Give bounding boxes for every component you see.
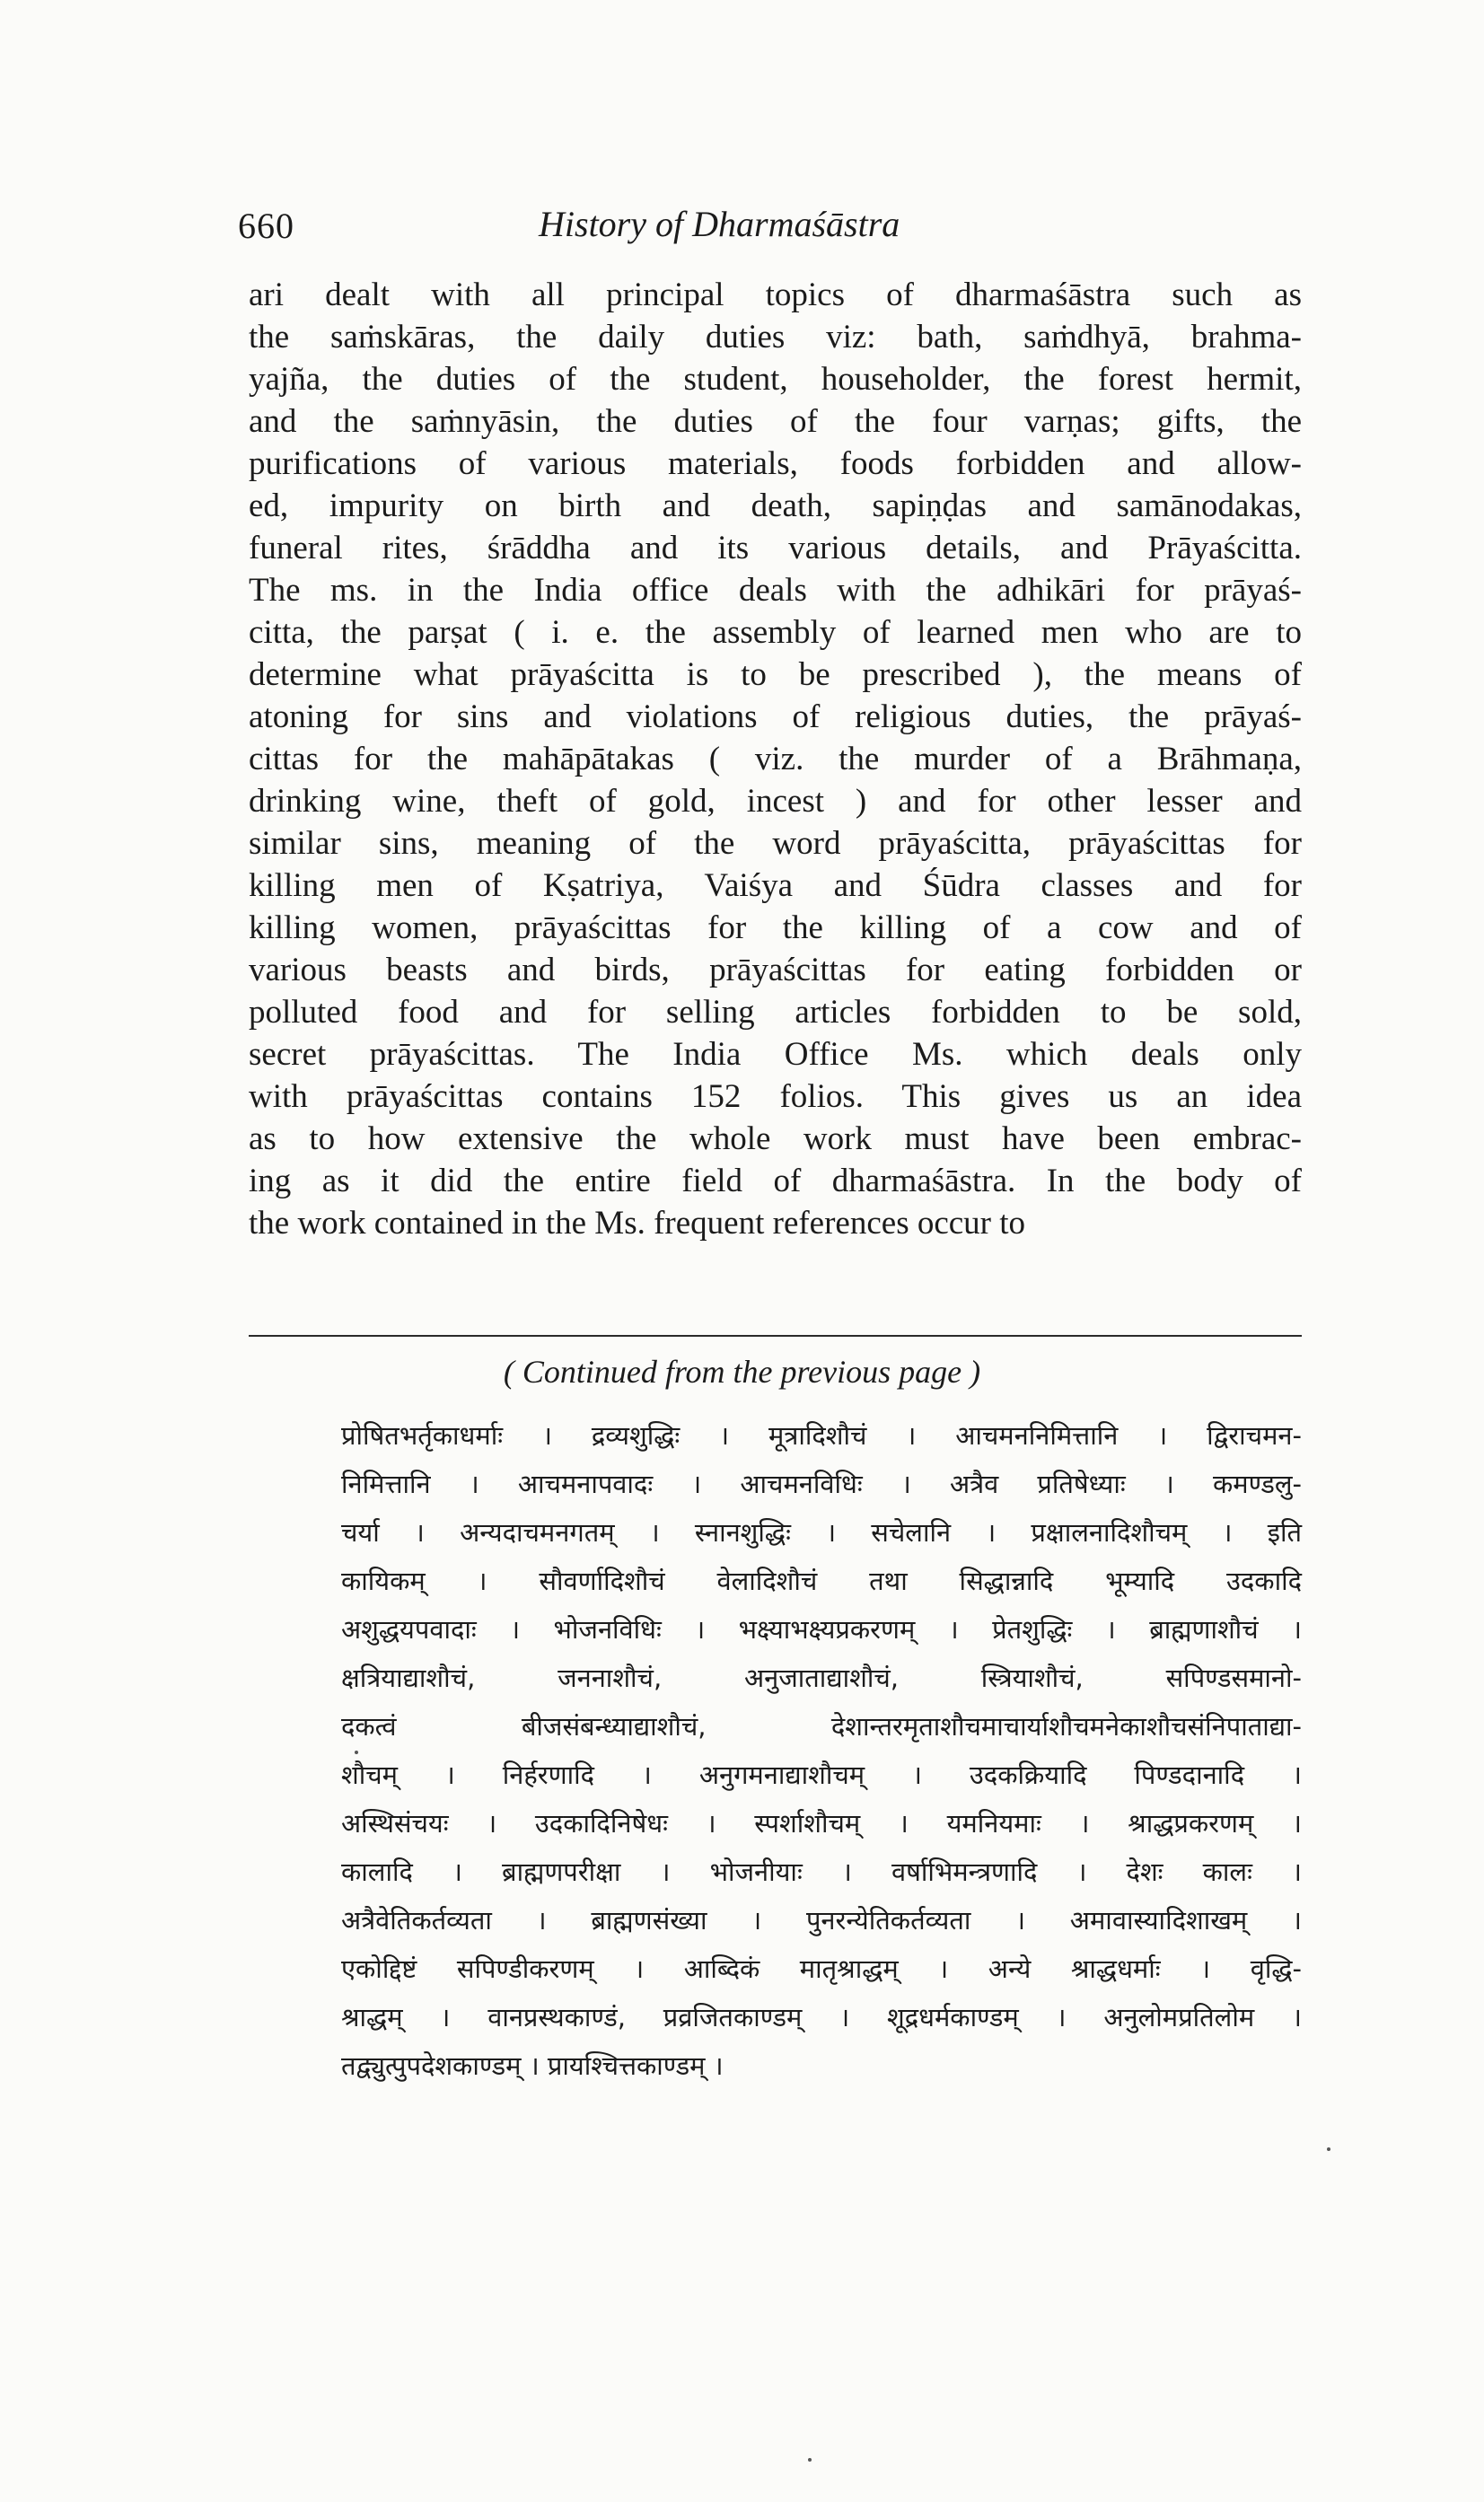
scan-speck [1327, 2147, 1330, 2151]
page-number: 660 [238, 206, 294, 246]
text-line: atoning for sins and violations of religious duties, the prāyaś- [249, 698, 1302, 735]
text-line: determine what prāyaścitta is to be prescribed ), the means of [249, 656, 1302, 693]
footnote-line: चर्या । अन्यदाचमनगतम् । स्नानशुद्धिः । सचेलानि । प्रक्षालनादिशौचम् । इति [341, 1517, 1302, 1548]
text-line: the saṁskāras, the daily duties viz: bath, saṁdhyā, brahma- [249, 319, 1302, 356]
text-line: killing men of Kṣatriya, Vaiśya and Śūdra classes and for [249, 867, 1302, 904]
footnote-sanskrit-text [341, 1411, 1302, 2090]
text-line: and the saṁnyāsin, the duties of the four varṇas; gifts, the [249, 403, 1302, 440]
footnote-heading: ( Continued from the previous page ) [503, 1354, 981, 1390]
footnote-line: अत्रैवेतिकर्तव्यता । ब्राह्मणसंख्या । पुनरन्येतिकर्तव्यता । अमावास्यादिशाखम् । [341, 1905, 1302, 1936]
text-line: ing as it did the entire field of dharmaśāstra. In the body of [249, 1163, 1302, 1199]
footnote-line: क्षत्रियाद्याशौचं, जननाशौचं, अनुजाताद्याशौचं, स्त्रियाशौचं, सपिण्डसमानो- [341, 1663, 1302, 1693]
text-line: citta, the parṣat ( i. e. the assembly of learned men who are to [249, 614, 1302, 651]
footnote-line: प्रोषितभर्तृकाधर्माः । द्रव्यशुद्धिः । मूत्रादिशौचं । आचमननिमित्तानि । द्विराचमन- [341, 1420, 1302, 1451]
text-line: similar sins, meaning of the word prāyaścitta, prāyaścittas for [249, 825, 1302, 862]
scan-speck [808, 2458, 812, 2462]
footnote-line: कायिकम् । सौवर्णादिशौचं वेलादिशौचं तथा सिद्धान्नादि भूम्यादि उदकादि [341, 1566, 1302, 1596]
footnote-divider [249, 1335, 1302, 1337]
text-line: polluted food and for selling articles forbidden to be sold, [249, 994, 1302, 1031]
text-line: with prāyaścittas contains 152 folios. This gives us an idea [249, 1078, 1302, 1115]
footnote-line: एकोद्दिष्टं सपिण्डीकरणम् । आब्दिकं मातृश्राद्धम् । अन्ये श्राद्धधर्माः । वृद्धि- [341, 1953, 1302, 1984]
text-line: funeral rites, śrāddha and its various details, and Prāyaścitta. [249, 530, 1302, 566]
footnote-line: कालादि । ब्राह्मणपरीक्षा । भोजनीयाः । वर्षाभिमन्त्रणादि । देशः कालः । [341, 1857, 1302, 1887]
text-line: various beasts and birds, prāyaścittas for eating forbidden or [249, 952, 1302, 988]
footnote-line: तद्व्युत्पुपदेशकाण्डम् । प्रायश्चित्तकाण्डम् । [341, 2050, 724, 2081]
text-line: the work contained in the Ms. frequent references occur to [249, 1205, 1026, 1242]
footnote-line: श्राद्धम् । वानप्रस्थकाण्डं, प्रव्रजितकाण्डम् । शूद्रधर्मकाण्डम् । अनुलोमप्रतिलोम । [341, 2002, 1302, 2032]
text-line: ed, impurity on birth and death, sapiṇḍas and samānodakas, [249, 487, 1302, 524]
footnote-line: निमित्तानि । आचमनापवादः । आचमनविधिः । अत्रैव प्रतिषेध्याः । कमण्डलु- [341, 1469, 1302, 1499]
text-line: cittas for the mahāpātakas ( viz. the murder of a Brāhmaṇa, [249, 741, 1302, 777]
footnote-line: शौचम् । निर्हरणादि । अनुगमनाद्याशौचम् । उदकक्रियादि पिण्डदानादि । [341, 1760, 1302, 1790]
scan-speck [355, 1751, 358, 1754]
text-line: as to how extensive the whole work must have been embrac- [249, 1120, 1302, 1157]
text-line: ari dealt with all principal topics of dharmaśāstra such as [249, 277, 1302, 313]
text-line: secret prāyaścittas. The India Office Ms. which deals only [249, 1036, 1302, 1073]
text-line: drinking wine, theft of gold, incest ) and for other lesser and [249, 783, 1302, 820]
text-line: killing women, prāyaścittas for the killing of a cow and of [249, 909, 1302, 946]
main-text [249, 274, 1302, 1244]
running-title: History of Dharmaśāstra [539, 204, 900, 244]
text-line: The ms. in the India office deals with the adhikāri for prāyaś- [249, 572, 1302, 609]
text-line: purifications of various materials, foods forbidden and allow- [249, 445, 1302, 482]
footnote-line: अशुद्धयपवादाः । भोजनविधिः । भक्ष्याभक्ष्यप्रकरणम् । प्रेतशुद्धिः । ब्राह्मणाशौचं । [341, 1614, 1302, 1645]
footnote-line: अस्थिसंचयः । उदकादिनिषेधः । स्पर्शाशौचम् । यमनियमाः । श्राद्धप्रकरणम् । [341, 1808, 1302, 1839]
text-line: yajña, the duties of the student, householder, the forest hermit, [249, 361, 1302, 398]
footnote-line: दकत्वं बीजसंबन्ध्याद्याशौचं, देशान्तरमृताशौचमाचार्याशौचमनेकाशौचसंनिपाताद्या- [341, 1711, 1302, 1742]
